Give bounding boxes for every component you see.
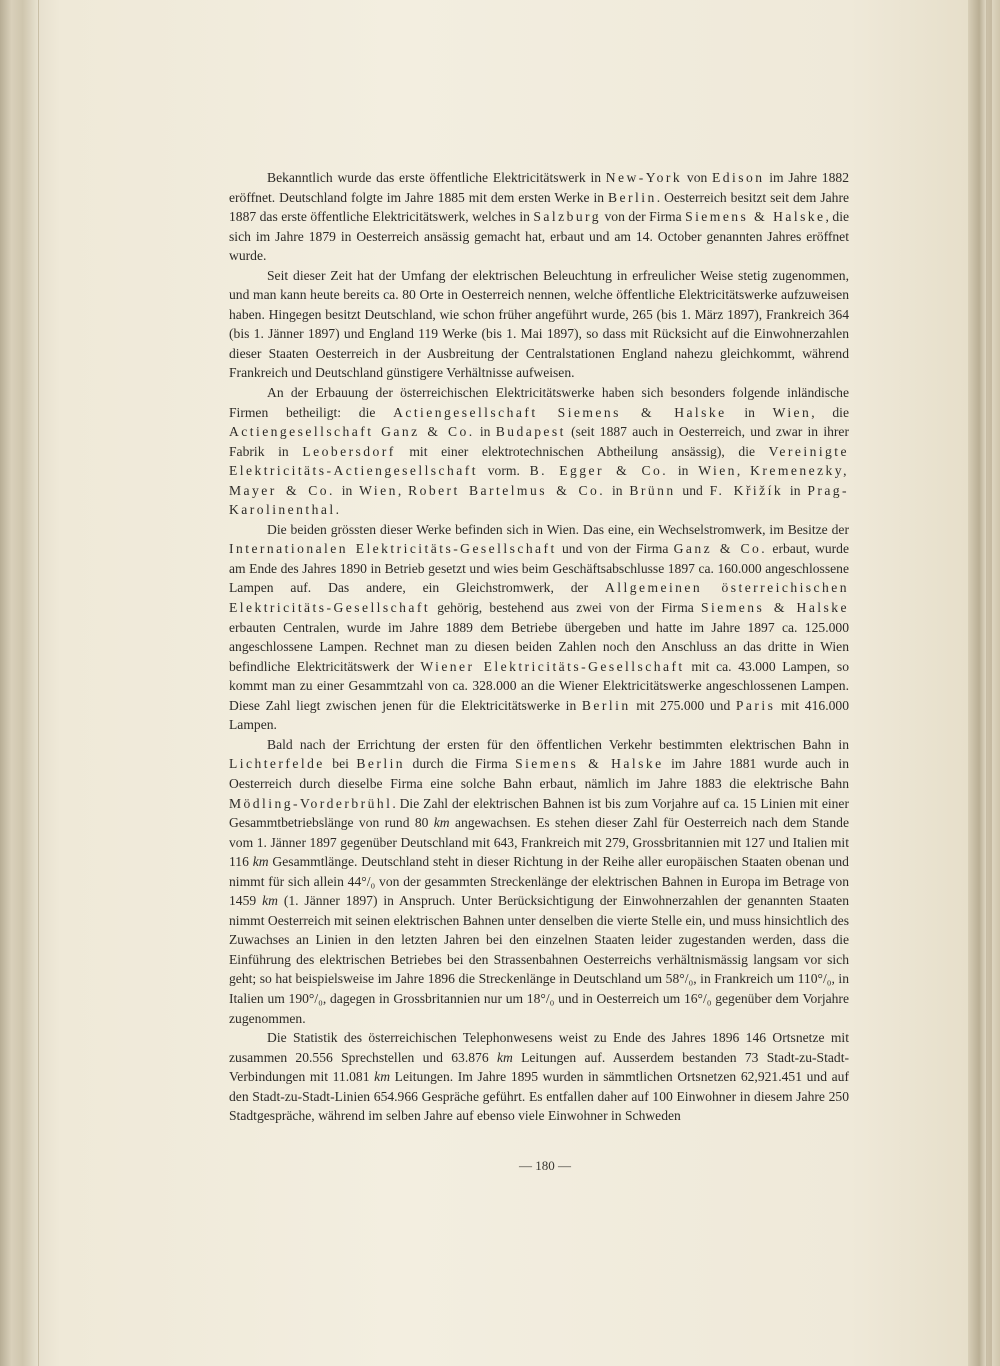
text-run: in	[334, 482, 360, 498]
spaced-name: Wien	[698, 463, 737, 479]
spaced-name: Lichterfelde	[229, 756, 325, 772]
spaced-name: Leobersdorf	[302, 443, 396, 459]
spaced-name: Berlin	[356, 756, 406, 772]
text-run: Bekanntlich wurde das erste öffentliche Elektricitätswerk in	[267, 170, 606, 185]
text-run: ,	[736, 463, 751, 479]
spaced-name: Edison	[712, 170, 765, 185]
text-run: mit 416.000 Lampen.	[229, 697, 849, 733]
spaced-name: Wien	[772, 404, 812, 420]
text-run: .	[335, 502, 339, 518]
text-run: von der Firma	[601, 209, 686, 225]
spaced-name: Salzburg	[533, 209, 602, 225]
paragraph	[229, 168, 849, 266]
paragraph	[229, 735, 849, 1028]
spaced-name: Robert Bartelmus & Co.	[408, 482, 606, 498]
paragraph	[229, 266, 849, 383]
text-run: erbauten Centralen, wurde im Jahre 1889 dem Betriebe übergeben und hatte im Jahre 1897 ca. 125.000 angeschlossene Lampen. Rechnet man zu diesen beiden Zahlen noch den Anschluss an das dritte in Wien befindliche Elektricitätswerk der	[229, 619, 849, 674]
text-run: (1. Jänner 1897) in Anspruch. Unter Berücksichtigung der Einwohnerzahlen der genannten Staaten nimmt Oesterreich mit seinen elektrischen Bahnen unter denselben die vierte Stelle ein, und muss hinsichtlich des Zuwachses an Linien in den letzten Jahren bei den einzelnen Staaten leider zugestanden werden, dass die Einführung des elektrischen Betriebes bei den Strassenbahnen Oesterreichs verhältnismässig langsam vor sich geht; so hat beispielsweise im Jahre 1896 die Streckenlänge in Deutschland um 58°/₀, in Frankreich um 110°/₀, in Italien um 190°/₀, dagegen in Grossbritannien nur um 18°/₀ und in Oesterreich um 16°/₀ gegenüber dem Vorjahre zugenommen.	[229, 893, 849, 1026]
text-run: gehörig, bestehend aus zwei von der Firma	[430, 600, 702, 616]
spaced-name: B. Egger & Co.	[529, 463, 669, 479]
unit-italic: km	[262, 893, 278, 909]
text-run: und von der Firma	[556, 541, 674, 557]
spaced-name: Allgemeinen österreichischen Elektricitäts-Gesellschaft	[229, 580, 849, 616]
paragraph	[229, 383, 849, 520]
spaced-name: Brünn	[629, 482, 676, 498]
body-text	[229, 168, 849, 1126]
text-run: Leitungen auf. Ausserdem bestanden 73 Stadt-zu-Stadt-Verbindungen mit 11.081	[229, 1049, 850, 1085]
text-run: in	[783, 482, 808, 498]
text-run: in	[668, 463, 699, 479]
spaced-name: F. Křižík	[709, 482, 784, 498]
text-run: Seit dieser Zeit hat der Umfang der elektrischen Beleuchtung in erfreulicher Weise stetig zugenommen, und man kann heute bereits ca. 80 Orte in Oesterreich nennen, welche öffentliche Elektricitätswerke aufzuweisen haben. Hingegen besitzt Deutschland, wie schon früher angeführt wurde, 265 (bis 1. März 1897), Frankreich 364 (bis 1. Jänner 1897) und England 119 Werke (bis 1. Mai 1897), so dass mit Rücksicht auf die Einwohnerzahlen dieser Staaten Oesterreich in der Ausbreitung der Centralstationen England nahezu gleichkommt, während Frankreich und Deutschland günstigere Verhältnisse aufweisen.	[229, 267, 849, 381]
spaced-name: Vereinigte Elektricitäts-Actiengesellschaft	[229, 443, 849, 479]
spaced-name: Budapest	[495, 424, 566, 440]
text-run: mit 275.000 und	[630, 697, 736, 713]
spaced-name: Mödling-Vorderbrühl	[229, 795, 393, 811]
text-run: in	[726, 404, 773, 420]
text-run: in	[474, 424, 496, 440]
text-run: in	[605, 482, 630, 498]
text-run: mit einer elektrotechnischen Abtheilung ansässig), die	[395, 443, 769, 459]
text-run: Bald nach der Errichtung der ersten für den öffentlichen Verkehr bestimmten elektrischen Bahn in	[267, 736, 849, 752]
spaced-name: Siemens & Halske	[701, 600, 849, 616]
text-run: An der Erbauung der österreichischen Elektricitätswerke haben sich besonders folgende inländische Firmen betheiligt: die	[229, 385, 849, 420]
text-run: im Jahre 1882 eröffnet. Deutschland folgte im Jahre 1885 mit dem ersten Werke in	[229, 170, 849, 205]
text-run: ,	[397, 482, 409, 498]
spaced-name: Prag-Karolinenthal	[229, 482, 850, 518]
spaced-name: Paris	[735, 697, 776, 713]
spaced-name: Kremenezky, Mayer & Co.	[229, 463, 850, 498]
text-run: vorm.	[477, 463, 530, 479]
text-run: mit ca. 43.000 Lampen, so kommt man zu einer Gesammtzahl von ca. 328.000 an die Wiener Elektricitätswerke angeschlossenen Lampen. Diese Zahl liegt zwischen jenen für die Elektricitätswerke in	[229, 658, 849, 713]
text-run: , die sich im Jahre 1879 in Oesterreich ansässig gemacht hat, erbaut und am 14. October genannten Jahres eröffnet wurde.	[229, 209, 850, 264]
text-run: von	[682, 170, 713, 185]
text-run: bei	[324, 756, 357, 772]
text-run: und	[675, 482, 710, 498]
paragraph	[229, 520, 849, 735]
paragraph	[229, 1028, 849, 1126]
spaced-name: Siemens & Halske	[515, 756, 664, 772]
text-run: Die Statistik des österreichischen Telephonwesens weist zu Ende des Jahres 1896 146 Ortsnetze mit zusammen 20.556 Sprechstellen und 63.876	[229, 1030, 849, 1065]
unit-italic: km	[374, 1069, 391, 1085]
unit-italic: km	[433, 815, 450, 831]
text-run: . Oesterreich besitzt seit dem Jahre 1887 das erste öffentliche Elektricitätswerk, welches in	[229, 189, 849, 225]
spaced-name: New-York	[605, 170, 683, 185]
spaced-name: Wiener Elektricitäts-Gesellschaft	[420, 658, 685, 674]
spaced-name: Wien	[359, 482, 398, 498]
spaced-name: Berlin	[608, 189, 657, 205]
text-run: erbaut, wurde am Ende des Jahres 1890 in Betrieb gesetzt und wies beim Geschäftsabschlusse 1897 ca. 160.000 angeschlossene Lampen auf. Das andere, ein Gleichstromwerk, der	[229, 541, 849, 596]
spaced-name: Berlin	[581, 697, 631, 713]
spaced-name: Siemens & Halske	[685, 209, 826, 225]
text-run: . Die Zahl der elektrischen Bahnen ist bis zum Vorjahre auf ca. 15 Linien mit einer Gesammtbetriebslänge von rund 80	[229, 795, 849, 831]
unit-italic: km	[252, 854, 269, 870]
spaced-name: Ganz & Co.	[673, 541, 768, 557]
text-run: im Jahre 1881 wurde auch in Oesterreich durch dieselbe Firma eine solche Bahn erbaut, nämlich im Jahre 1883 die elektrische Bahn	[229, 756, 849, 791]
text-run: (seit 1887 auch in Oesterreich, und zwar in ihrer Fabrik in	[229, 424, 849, 459]
spaced-name: Actiengesellschaft Siemens & Halske	[393, 404, 727, 420]
spaced-name: Internationalen Elektricitäts-Gesellschaft	[229, 541, 557, 557]
text-run: , die	[811, 404, 849, 420]
text-run: Die beiden grössten dieser Werke befinden sich in Wien. Das eine, ein Wechselstromwerk, im Besitze der	[267, 521, 849, 537]
unit-italic: km	[496, 1049, 513, 1065]
text-run: angewachsen. Es stehen dieser Zahl für Oesterreich nach dem Stande vom 1. Jänner 1897 gegenüber Deutschland mit 643, Frankreich mit 279, Grossbritannien mit 127 und Italien mit 116	[229, 815, 849, 870]
text-run: durch die Firma	[405, 756, 516, 772]
text-run: Gesammtlänge. Deutschland steht in dieser Richtung in der Reihe aller europäischen Staaten obenan und nimmt für sich allein 44°/₀ von der gesammten Streckenlänge der elektrischen Bahnen in Europa im Betrage von 1459	[229, 854, 849, 909]
spaced-name: Actiengesellschaft Ganz & Co.	[229, 424, 475, 440]
text-run: Leitungen. Im Jahre 1895 wurden in sämmtlichen Ortsnetzen 62,921.451 und auf den Stadt-zu-Stadt-Linien 654.966 Gespräche geführt. Es entfallen daher auf 100 Einwohner in diesem Jahre 250 Stadtgespräche, während im selben Jahre auf ebenso viele Einwohner in Schweden	[229, 1069, 849, 1124]
page-number: — 180 —	[519, 1158, 571, 1173]
